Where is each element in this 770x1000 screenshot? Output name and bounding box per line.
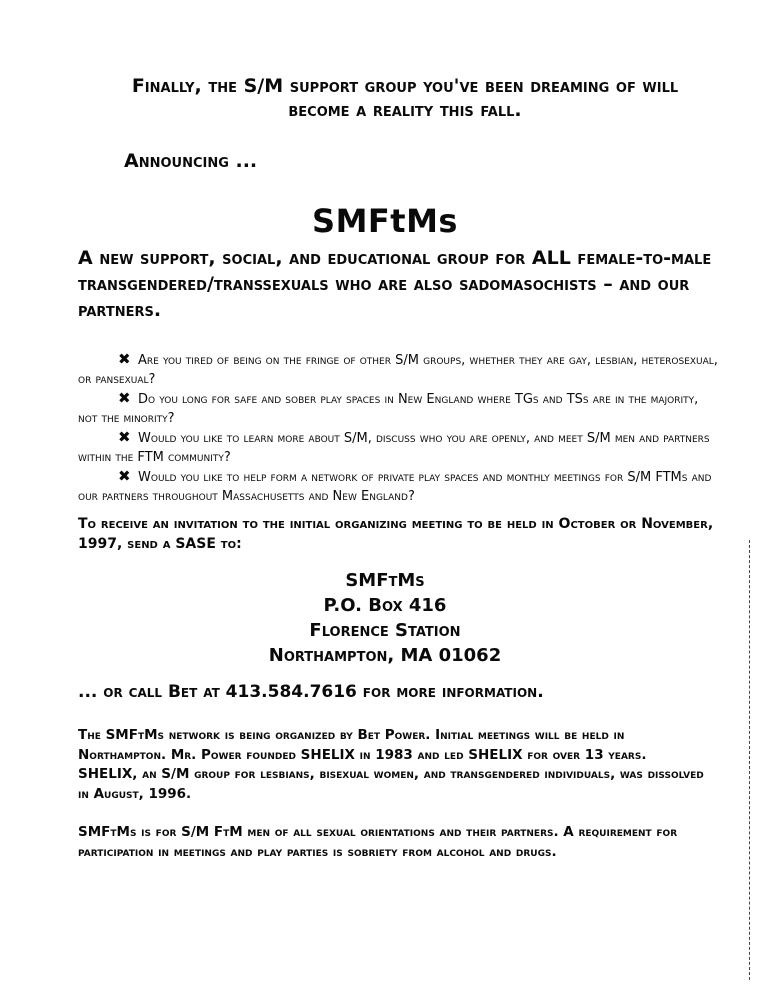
address-city: Northampton, MA 01062 <box>268 645 502 666</box>
address-name: SMFtMs <box>345 570 425 591</box>
scan-edge-mark <box>749 540 752 980</box>
list-item <box>78 467 718 506</box>
page-title: SMFtMs <box>312 202 458 240</box>
cross-ornament-icon: ✖ <box>118 467 131 485</box>
list-item-text: Do you long for safe and sober play spaces in New England where TGs and TSs are in the majority, not the minority? <box>78 392 699 426</box>
address-station: Florence Station <box>309 620 461 641</box>
invitation-text: To receive an invitation to the initial organizing meeting to be held in October or November, 1997, send a SASE to: <box>78 516 714 552</box>
list-item-text: Would you like to learn more about S/M, discuss who you are openly, and meet S/M men and partners within the FTM community? <box>78 431 710 465</box>
cross-ornament-icon: ✖ <box>118 350 131 368</box>
cross-ornament-icon: ✖ <box>118 389 131 407</box>
intro-text <box>80 74 730 122</box>
list-item <box>78 350 718 389</box>
list-item <box>78 428 718 467</box>
list-item <box>78 389 718 428</box>
list-item-text: Would you like to help form a network of private play spaces and monthly meetings for S/M FTMs and our partners throughout Massachusetts and New England? <box>78 470 712 504</box>
subtitle: A new support, social, and educational group for ALL female-to-male transgendered/transsexuals who are also sadomasochists – and our partners. <box>78 247 712 321</box>
list-item-text: Are you tired of being on the fringe of other S/M groups, whether they are gay, lesbian, heterosexual, or pansexual? <box>78 353 718 387</box>
address-box: P.O. Box 416 <box>323 595 447 616</box>
intro-line-2: become a reality this fall. <box>288 99 522 121</box>
cross-ornament-icon: ✖ <box>118 428 131 446</box>
organizer-paragraph: The SMFtMs network is being organized by Bet Power. Initial meetings will be held in Northampton. Mr. Power founded SHELIX in 1983 and led SHELIX for over 13 years. SHELIX, an S/M group for lesbians, bisexual women, and transgendered individuals, was dissolved in August, 1996. <box>78 727 704 802</box>
mailing-address <box>0 568 770 668</box>
question-list <box>78 350 718 506</box>
requirements-paragraph: SMFtMs is for S/M FtM men of all sexual orientations and their partners. A requirement for participation in meetings and play parties is sobriety from alcohol and drugs. <box>78 824 678 860</box>
announcing-heading: Announcing ... <box>124 150 258 172</box>
call-line: ... or call Bet at 413.584.7616 for more information. <box>78 682 544 702</box>
intro-line-1: Finally, the S/M support group you've been dreaming of will <box>131 75 679 97</box>
